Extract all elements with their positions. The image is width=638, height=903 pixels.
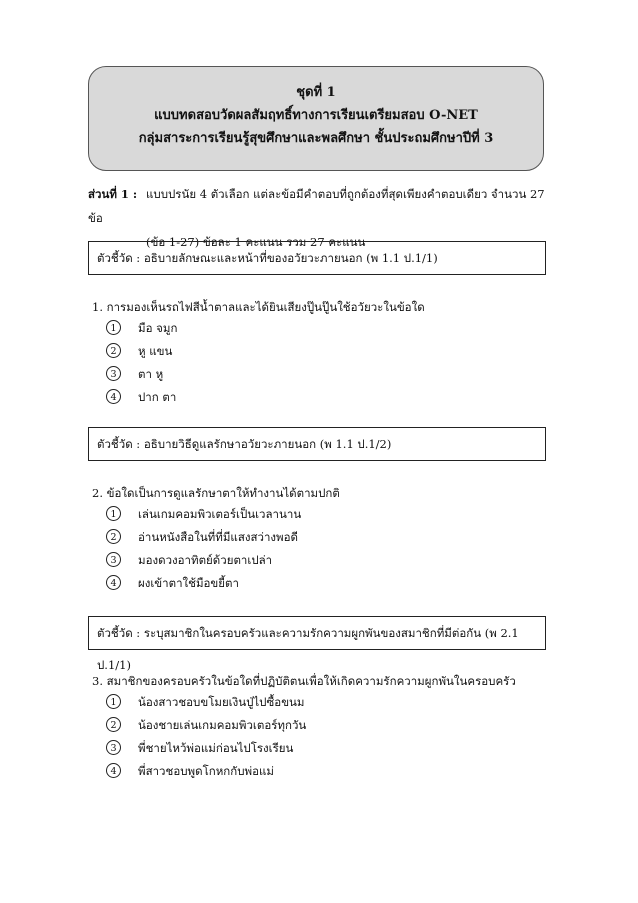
option-number: 3 [106,740,121,755]
option-text: ปาก ตา [138,390,177,404]
option-3[interactable] [92,549,340,572]
option-4[interactable] [92,760,516,783]
option-number: 1 [106,694,121,709]
test-title: แบบทดสอบวัดผลสัมฤทธิ์ทางการเรียนเตรียมสอบ O-NET [154,108,478,123]
option-text: มองดวงอาทิตย์ด้วยตาเปล่า [138,553,273,567]
option-1[interactable] [92,317,425,340]
option-text: หู แขน [138,344,173,358]
title-box [88,66,544,171]
question-text: 3. สมาชิกของครอบครัวในข้อใดที่ปฏิบัติตนเพื่อให้เกิดความรักความผูกพันในครอบครัว [92,674,516,688]
option-text: น้องสาวชอบขโมยเงินปู่ไปซื้อขนม [138,695,305,709]
question-text: 2. ข้อใดเป็นการดูแลรักษาตาให้ทำงานได้ตามปกติ [92,486,340,500]
option-2[interactable] [92,714,516,737]
section-line-2: (ข้อ 1-27) ข้อละ 1 คะแนน รวม 27 คะแนน [146,235,366,249]
option-number: 1 [106,506,121,521]
indicator-box: ตัวชี้วัด : ระบุสมาชิกในครอบครัวและความรักความผูกพันของสมาชิกที่มีต่อกัน (พ 2.1 ป.1/1) [88,616,546,650]
question-3 [92,671,516,783]
subject-title: กลุ่มสาระการเรียนรู้สุขศึกษาและพลศึกษา ชั้นประถมศึกษาปีที่ 3 [138,131,494,146]
set-number: ชุดที่ 1 [296,85,336,100]
option-number: 4 [106,389,121,404]
option-4[interactable] [92,572,340,595]
option-text: น้องชายเล่นเกมคอมพิวเตอร์ทุกวัน [138,718,307,732]
option-number: 4 [106,763,121,778]
option-number: 1 [106,320,121,335]
section-label: ส่วนที่ 1 : [88,187,138,201]
option-number: 3 [106,366,121,381]
option-text: ผงเข้าตาใช้มือขยี้ตา [138,576,239,590]
option-text: พี่สาวชอบพูดโกหกกับพ่อแม่ [138,764,275,778]
option-2[interactable] [92,340,425,363]
option-text: เล่นเกมคอมพิวเตอร์เป็นเวลานาน [138,507,302,521]
option-text: ตา หู [138,367,164,381]
option-number: 2 [106,717,121,732]
indicator-box: ตัวชี้วัด : อธิบายวิธีดูแลรักษาอวัยวะภายนอก (พ 1.1 ป.1/2) [88,427,546,461]
option-number: 3 [106,552,121,567]
question-1 [92,297,425,409]
option-3[interactable] [92,737,516,760]
option-number: 2 [106,343,121,358]
question-text: 1. การมองเห็นรถไฟสีน้ำตาลและได้ยินเสียงปู๊นปู๊นใช้อวัยวะในข้อใด [92,300,425,314]
option-number: 4 [106,575,121,590]
option-text: อ่านหนังสือในที่ที่มีแสงสว่างพอดี [138,530,298,544]
option-1[interactable] [92,691,516,714]
option-text: พี่ชายไหว้พ่อแม่ก่อนไปโรงเรียน [138,741,294,755]
option-1[interactable] [92,503,340,526]
option-number: 2 [106,529,121,544]
option-4[interactable] [92,386,425,409]
question-2 [92,483,340,595]
indicator-box: ตัวชี้วัด : อธิบายลักษณะและหน้าที่ของอวัยวะภายนอก (พ 1.1 ป.1/1) [88,241,546,275]
section-line-1: แบบปรนัย 4 ตัวเลือก แต่ละข้อมีคำตอบที่ถูกต้องที่สุดเพียงคำตอบเดียว จำนวน 27 ข้อ [88,187,545,225]
option-3[interactable] [92,363,425,386]
option-text: มือ จมูก [138,321,178,335]
option-2[interactable] [92,526,340,549]
